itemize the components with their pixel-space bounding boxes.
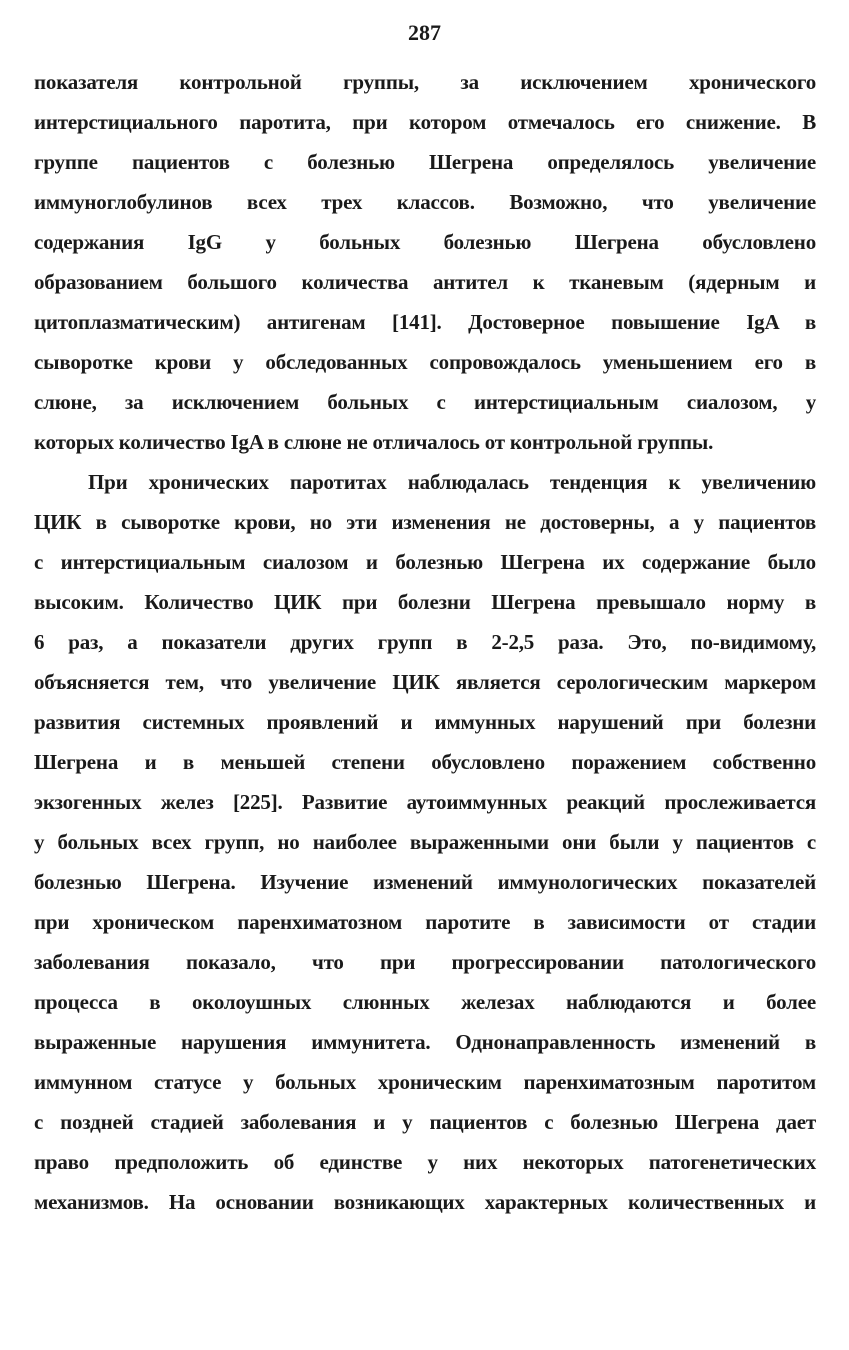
text-line: группе пациентов с болезнью Шегрена определялось увеличение (34, 150, 816, 174)
text-line: с интерстициальным сиалозом и болезнью Шегрена их содержание было (34, 550, 816, 574)
text-line: право предположить об единстве у них некоторых патогенетических (34, 1150, 816, 1174)
text-line: с поздней стадией заболевания и у пациентов с болезнью Шегрена дает (34, 1110, 816, 1134)
text-line: экзогенных желез [225]. Развитие аутоиммунных реакций прослеживается (34, 790, 816, 814)
body-text (34, 62, 816, 1222)
text-line: сыворотке крови у обследованных сопровождалось уменьшением его в (34, 350, 816, 374)
text-line: выраженные нарушения иммунитета. Однонаправленность изменений в (34, 1030, 816, 1054)
text-line: объясняется тем, что увеличение ЦИК является серологическим маркером (34, 670, 816, 694)
text-line: иммуноглобулинов всех трех классов. Возможно, что увеличение (34, 190, 816, 214)
text-line: цитоплазматическим) антигенам [141]. Достоверное повышение IgA в (34, 310, 816, 334)
text-line: иммунном статусе у больных хроническим паренхиматозным паротитом (34, 1070, 816, 1094)
text-line: болезнью Шегрена. Изучение изменений иммунологических показателей (34, 870, 816, 894)
text-line: слюне, за исключением больных с интерстициальным сиалозом, у (34, 390, 816, 414)
text-line: Шегрена и в меньшей степени обусловлено поражением собственно (34, 750, 816, 774)
text-line: содержания IgG у больных болезнью Шегрена обусловлено (34, 230, 816, 254)
text-line: заболевания показало, что при прогрессировании патологического (34, 950, 816, 974)
text-line: показателя контрольной группы, за исключением хронического (34, 70, 816, 94)
text-line: процесса в околоушных слюнных железах наблюдаются и более (34, 990, 816, 1014)
text-line: ЦИК в сыворотке крови, но эти изменения не достоверны, а у пациентов (34, 510, 816, 534)
text-line: развития системных проявлений и иммунных нарушений при болезни (34, 710, 816, 734)
text-line: которых количество IgA в слюне не отличалось от контрольной группы. (34, 430, 714, 454)
page-number: 287 (408, 20, 441, 45)
text-line: высоким. Количество ЦИК при болезни Шегрена превышало норму в (34, 590, 816, 614)
text-line: 6 раз, а показатели других групп в 2-2,5 раза. Это, по-видимому, (34, 630, 816, 654)
text-line: механизмов. На основании возникающих характерных количественных и (34, 1190, 816, 1214)
text-line: у больных всех групп, но наиболее выраженными они были у пациентов с (34, 830, 816, 854)
text-line: при хроническом паренхиматозном паротите в зависимости от стадии (34, 910, 816, 934)
text-line: При хронических паротитах наблюдалась тенденция к увеличению (88, 470, 816, 494)
paragraph-2 (34, 462, 816, 1222)
paragraph-1 (34, 62, 816, 462)
text-line: интерстициального паротита, при котором отмечалось его снижение. В (34, 110, 816, 134)
text-line: образованием большого количества антител к тканевым (ядерным и (34, 270, 816, 294)
